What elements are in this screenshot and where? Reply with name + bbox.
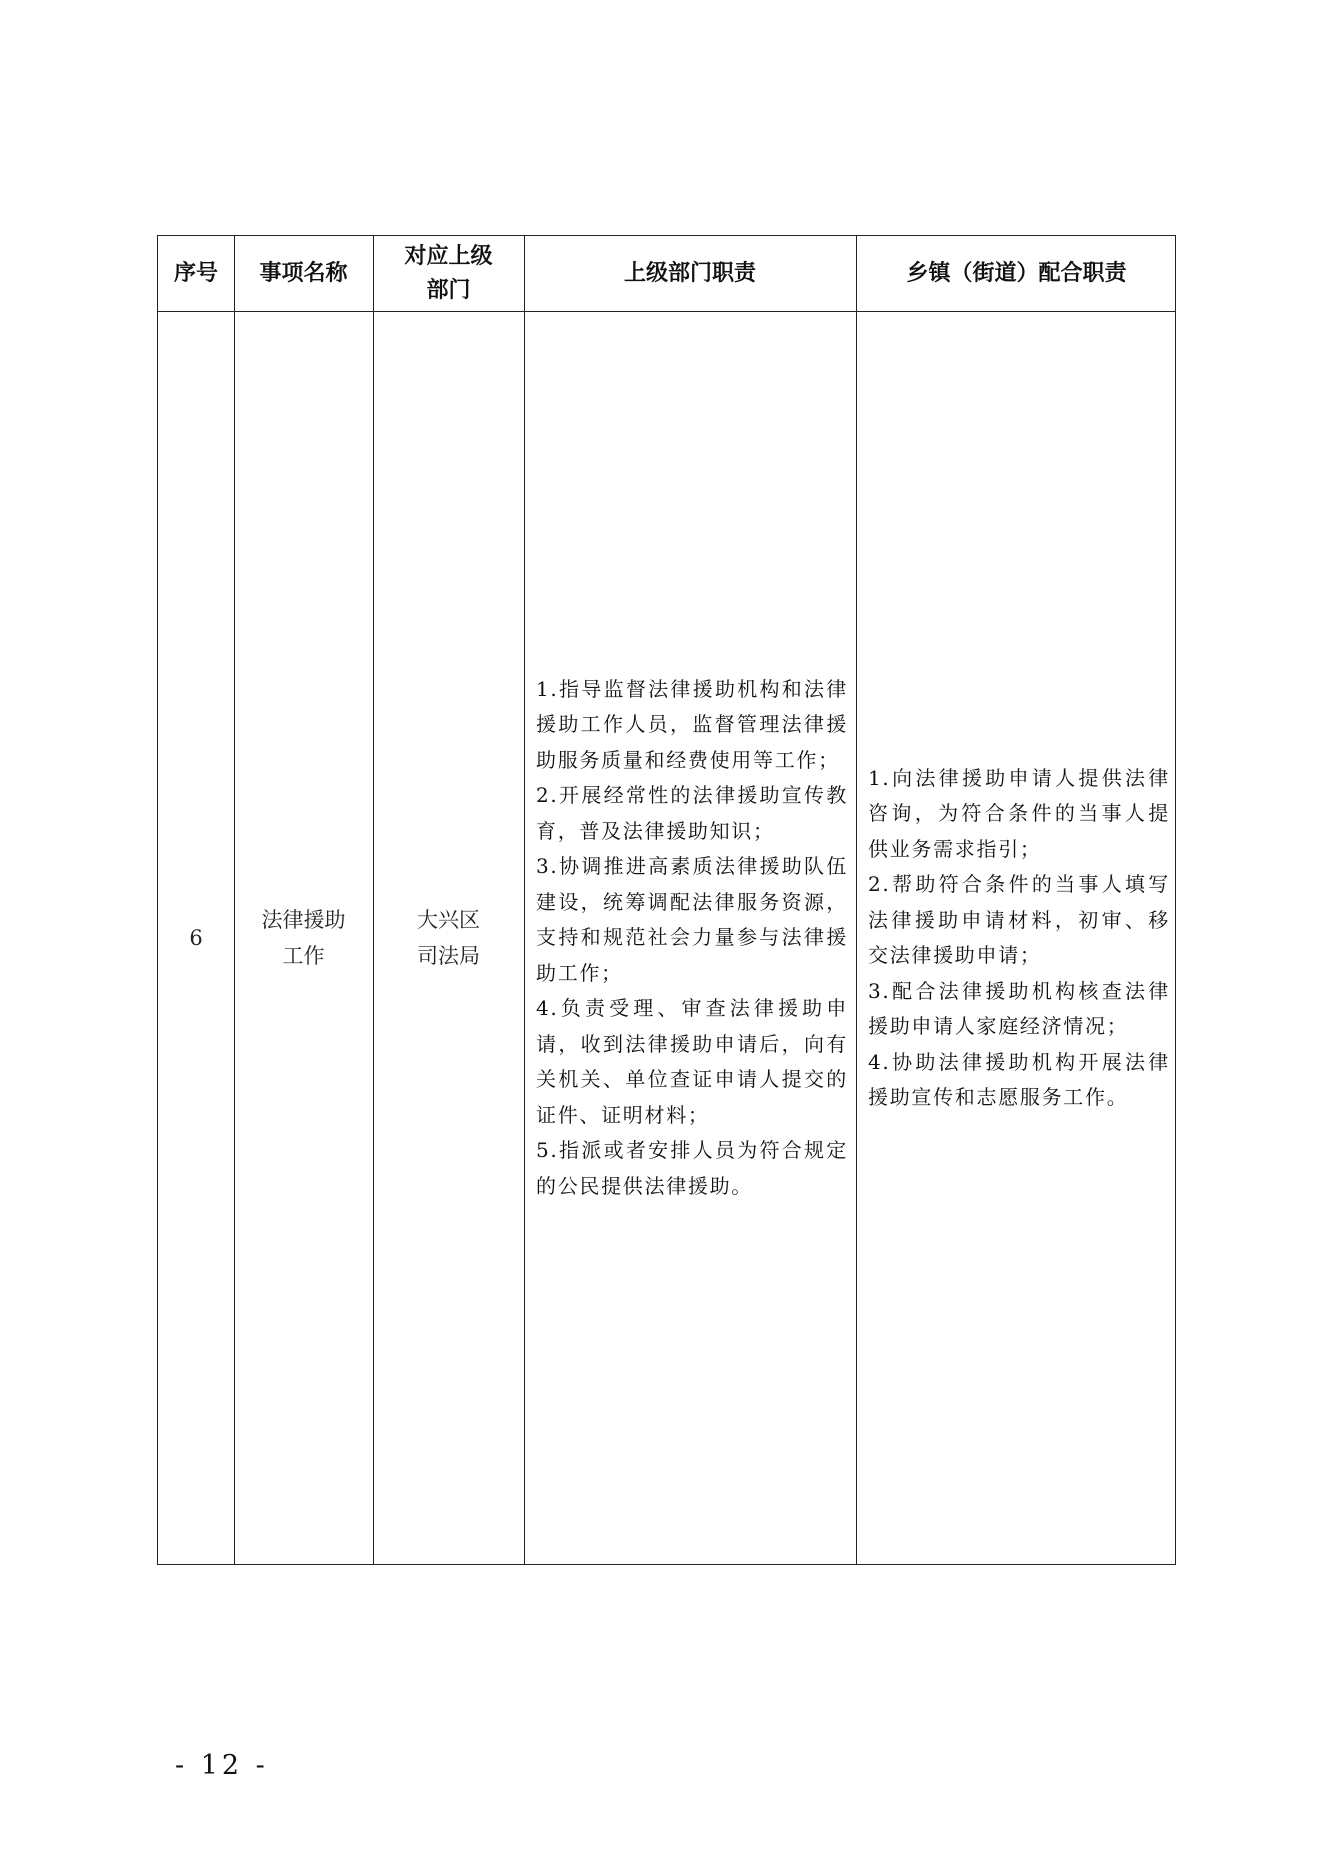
row-upper-duties	[536, 312, 848, 1564]
township-duty-item: 2.帮助符合条件的当事人填写法律援助申请材料，初审、移交法律援助申请；	[868, 872, 1170, 967]
page-number: - 12 -	[175, 1750, 269, 1781]
row-department: 大兴区 司法局	[417, 908, 480, 968]
upper-duty-item: 3.协调推进高素质法律援助队伍建设，统筹调配法律服务资源，支持和规范社会力量参与法律援助工作；	[536, 854, 848, 985]
duty-table	[157, 235, 1176, 1565]
upper-duty-item: 1.指导监督法律援助机构和法律援助工作人员，监督管理法律援助服务质量和经费使用等工作；	[536, 676, 848, 772]
header-seq: 序号	[173, 260, 218, 286]
row-seq: 6	[189, 926, 203, 950]
column-divider	[524, 236, 525, 1564]
upper-duty-item: 5.指派或者安排人员为符合规定的公民提供法律援助。	[536, 1138, 848, 1198]
column-divider	[856, 236, 857, 1564]
header-township-duties: 乡镇（街道）配合职责	[906, 260, 1127, 286]
row-township-duties	[868, 312, 1170, 1564]
township-duty-item: 3.配合法律援助机构核查法律援助申请人家庭经济情况；	[868, 978, 1170, 1038]
header-item-name: 事项名称	[259, 260, 348, 286]
township-duty-item: 4.协助法律援助机构开展法律援助宣传和志愿服务工作。	[868, 1049, 1170, 1109]
upper-duty-item: 2.开展经常性的法律援助宣传教育，普及法律援助知识；	[536, 783, 848, 843]
header-upper-duties: 上级部门职责	[623, 260, 756, 286]
township-duty-item: 1.向法律援助申请人提供法律咨询，为符合条件的当事人提供业务需求指引；	[868, 765, 1170, 861]
row-item-name: 法律援助 工作	[261, 908, 346, 968]
upper-duty-item: 4.负责受理、审查法律援助申请，收到法律援助申请后，向有关机关、单位查证申请人提交的证件、证明材料；	[536, 996, 848, 1127]
header-department: 对应上级 部门	[404, 243, 493, 303]
